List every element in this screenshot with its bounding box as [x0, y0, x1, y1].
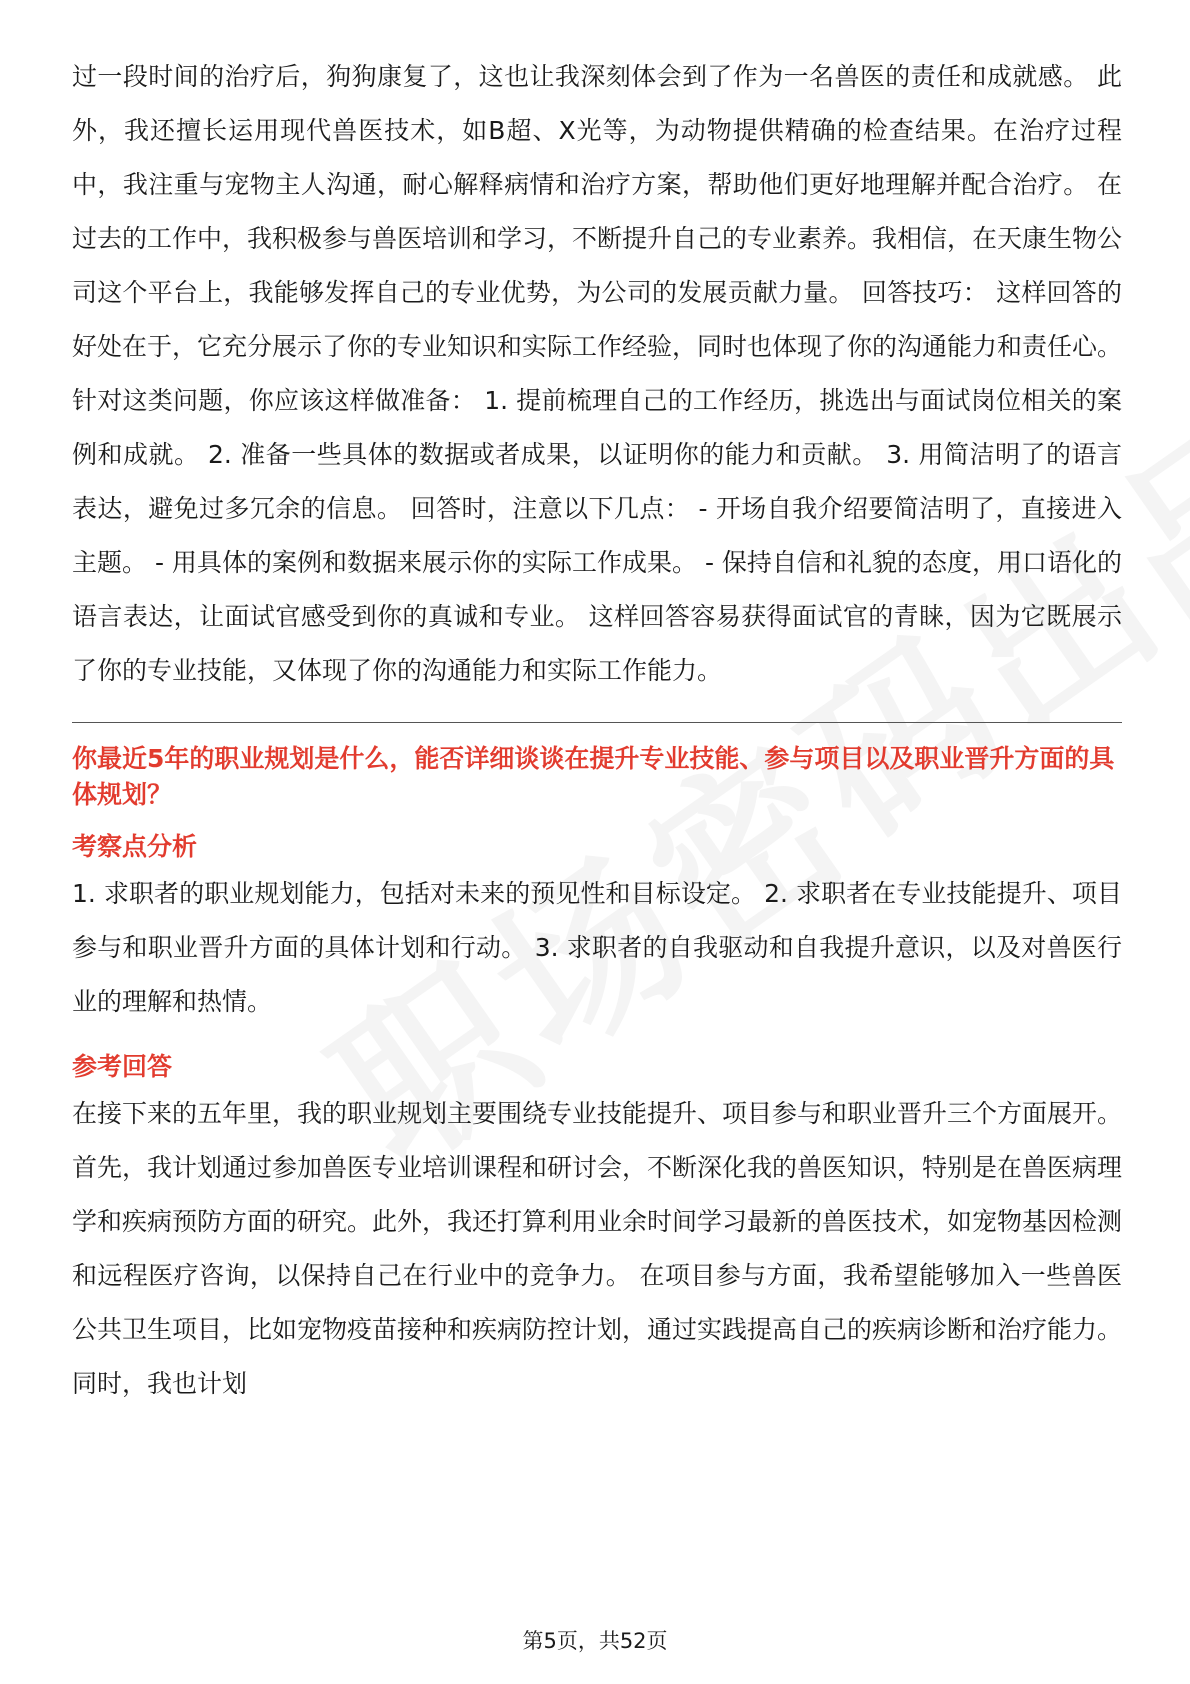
analysis-heading: 考察点分析 [72, 832, 198, 861]
page-content [72, 50, 1122, 1411]
answer-heading: 参考回答 [72, 1052, 173, 1081]
intro-paragraph: 过一段时间的治疗后，狗狗康复了，这也让我深刻体会到了作为一名兽医的责任和成就感。 此外，我还擅长运用现代兽医技术，如B超、X光等，为动物提供精确的检查结果。在治疗过程中，我注重与宠物主人沟通，耐心解释病情和治疗方案，帮助他们更好地理解并配合治疗。 在过去的工作中，我积极参与兽医培训和学习，不断提升自己的专业素养。我相信，在天康生物公司这个平台上，我能够发挥自己的专业优势，为公司的发展贡献力量。 回答技巧： 这样回答的好处在于，它充分展示了你的专业知识和实际工作经验，同时也体现了你的沟通能力和责任心。针对这类问题，你应该这样做准备： 1. 提前梳理自己的工作经历，挑选出与面试岗位相关的案例和成就。 2. 准备一些具体的数据或者成果，以证明你的能力和贡献。 3. 用简洁明了的语言表达，避免过多冗余的信息。 回答时，注意以下几点： - 开场自我介绍要简洁明了，直接进入主题。 - 用具体的案例和数据来展示你的实际工作成果。 - 保持自信和礼貌的态度，用口语化的语言表达，让面试官感受到你的真诚和专业。 这样回答容易获得面试官的青睐，因为它既展示了你的专业技能，又体现了你的沟通能力和实际工作能力。 [72, 62, 1123, 685]
answer-paragraph: 在接下来的五年里，我的职业规划主要围绕专业技能提升、项目参与和职业晋升三个方面展开。首先，我计划通过参加兽医专业培训课程和研讨会，不断深化我的兽医知识，特别是在兽医病理学和疾病预防方面的研究。此外，我还打算利用业余时间学习最新的兽医技术，如宠物基因检测和远程医疗咨询，以保持自己在行业中的竞争力。 在项目参与方面，我希望能够加入一些兽医公共卫生项目，比如宠物疫苗接种和疾病防控计划，通过实践提高自己的疾病诊断和治疗能力。同时，我也计划 [72, 1099, 1123, 1398]
analysis-paragraph: 1. 求职者的职业规划能力，包括对未来的预见性和目标设定。 2. 求职者在专业技能提升、项目参与和职业晋升方面的具体计划和行动。 3. 求职者的自我驱动和自我提升意识，以及对兽医行业的理解和热情。 [72, 879, 1122, 1016]
page-number: 第5页，共52页 [522, 1629, 668, 1653]
question-title: 你最近5年的职业规划是什么，能否详细谈谈在提升专业技能、参与项目以及职业晋升方面的具体规划？ [72, 744, 1115, 809]
section-divider [72, 722, 1122, 723]
